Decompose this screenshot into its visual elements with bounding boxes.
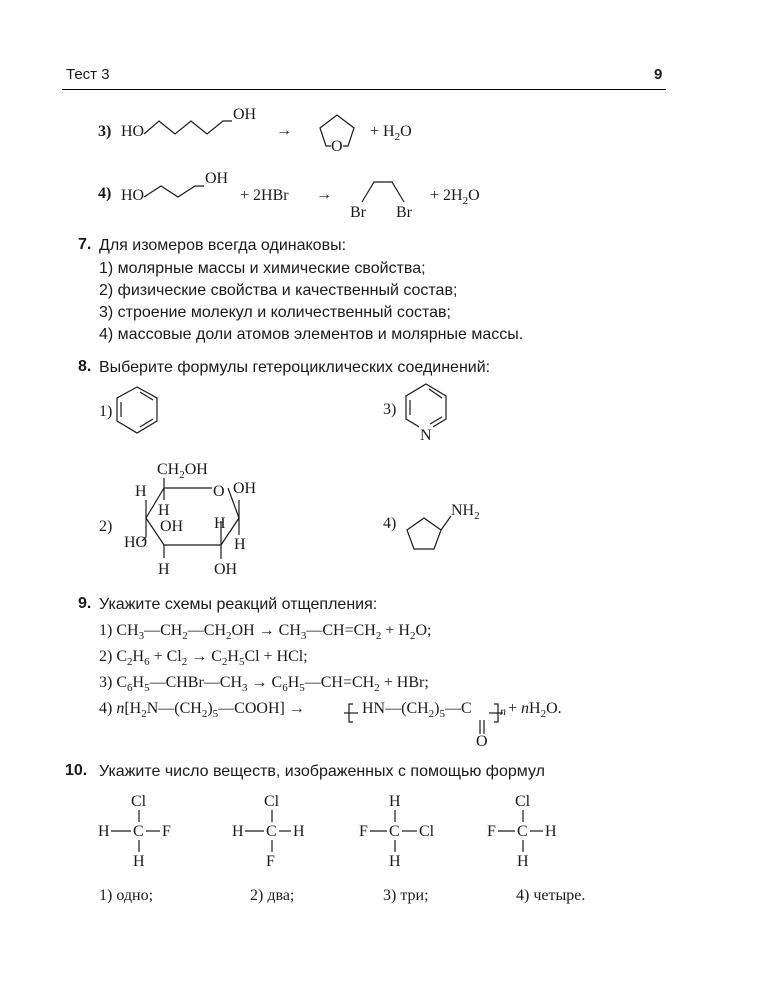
question-7-option-2: 2) физические свойства и качественный состав;	[99, 282, 458, 299]
question-8-number: 8.	[78, 358, 92, 375]
svg-text:H: H	[293, 823, 305, 840]
q9-reaction-2: 2) $C_2H_6 + Cl_2 \to C_2H_5Cl$ + HCl;	[99, 648, 308, 669]
glucose-oh3: OH	[214, 561, 238, 578]
glucose-ring-oxygen: O	[213, 483, 225, 500]
svg-text:H: H	[545, 823, 557, 840]
glucose-h5: H	[158, 561, 170, 578]
svg-text:H: H	[389, 853, 401, 870]
reaction-3-arrow: →	[276, 122, 292, 139]
q10-answer-4: 4) четыре.	[516, 887, 586, 904]
svg-text:F: F	[487, 823, 496, 840]
question-7-number: 7.	[78, 236, 92, 253]
q9-polymer-n: n	[500, 704, 506, 718]
formula-2	[232, 793, 305, 870]
formula-4	[487, 793, 557, 870]
svg-text:F: F	[266, 853, 275, 870]
q8-option-4-label: 4)	[383, 515, 397, 532]
svg-text:F: F	[162, 823, 171, 840]
thf-oxygen: O	[331, 138, 343, 155]
dibromo-br-right: Br	[396, 204, 412, 221]
question-10-number: 10.	[65, 762, 88, 779]
svg-text:C: C	[517, 823, 528, 840]
svg-text:Cl: Cl	[131, 793, 147, 810]
reaction-3-oh: OH	[233, 106, 257, 123]
glucose-h1: H	[135, 483, 147, 500]
reaction-3-number: 3)	[98, 123, 112, 140]
amine-group: $NH_2$	[451, 502, 480, 523]
reaction-4-reagent: + 2HBr	[240, 187, 289, 204]
reaction-4-number: 4)	[98, 185, 112, 202]
svg-text:Cl: Cl	[419, 823, 435, 840]
question-7-option-3: 3) строение молекул и количественный состав;	[99, 304, 451, 321]
svg-text:C: C	[266, 823, 277, 840]
glucose-h2: H	[158, 502, 170, 519]
q9-carbonyl-oxygen: O	[476, 733, 488, 750]
formula-3	[359, 793, 435, 870]
dibromo-br-left: Br	[350, 204, 366, 221]
reaction-4-water: + $2H_2O$	[430, 187, 480, 208]
q9-reaction-4-polymer: $HN—(CH_2)_5—C$	[362, 700, 472, 721]
glucose-h3: H	[214, 515, 226, 532]
page-number: 9	[654, 66, 663, 83]
reaction-4-oh: OH	[205, 170, 229, 187]
svg-text:F: F	[359, 823, 368, 840]
svg-text:H: H	[517, 853, 529, 870]
reaction-3-ho: HO	[121, 123, 145, 140]
question-7-option-1: 1) молярные массы и химические свойства;	[99, 260, 426, 277]
q8-option-1-label: 1)	[99, 403, 113, 420]
glucose-oh2: OH	[160, 518, 184, 535]
question-9-number: 9.	[78, 595, 92, 612]
glucose-ch2oh: $CH_2OH$	[157, 461, 208, 481]
q10-answer-1: 1) одно;	[99, 887, 154, 904]
q10-answer-2: 2) два;	[250, 887, 295, 904]
q9-reaction-1: 1) $CH_3—CH_2—CH_2OH$ → $CH_3—CH=CH_2 + H_2O$;	[99, 622, 432, 643]
reaction-3-water: + $H_2O$	[370, 123, 412, 144]
svg-text:H: H	[133, 853, 145, 870]
svg-text:C: C	[389, 823, 400, 840]
running-header: Тест 3	[66, 66, 110, 83]
question-9-text: Укажите схемы реакций отщепления:	[99, 596, 378, 613]
q10-answer-3: 3) три;	[383, 887, 429, 904]
glucose-ho: HO	[124, 534, 148, 551]
formula-1	[98, 793, 171, 870]
svg-text:H: H	[98, 823, 110, 840]
question-10-text: Укажите число веществ, изображенных с помощью формул	[99, 763, 545, 780]
svg-text:H: H	[389, 793, 401, 810]
svg-text:C: C	[133, 823, 144, 840]
q8-option-2-label: 2)	[99, 518, 113, 535]
svg-text:Cl: Cl	[515, 793, 531, 810]
q9-reaction-4-left: 4) $n[H_2N—(CH_2)_5—COOH]$ →	[99, 700, 305, 721]
svg-text:H: H	[232, 823, 244, 840]
glucose-oh1: OH	[233, 480, 257, 497]
pyridine-nitrogen: N	[420, 427, 432, 444]
reaction-4-ho: HO	[121, 187, 145, 204]
glucose-h4: H	[234, 536, 246, 553]
svg-text:Cl: Cl	[264, 793, 280, 810]
question-7-option-4: 4) массовые доли атомов элементов и молярные массы.	[99, 326, 524, 343]
question-8-text: Выберите формулы гетероциклических соединений:	[99, 359, 491, 376]
q8-option-3-label: 3)	[383, 401, 397, 418]
reaction-4-arrow: →	[316, 186, 332, 203]
q9-reaction-3: 3) $C_6H_5—CHBr—CH_3$ → $C_6H_5—CH=CH_2$ + HBr;	[99, 674, 429, 695]
q9-reaction-4-tail: + $nH_2O$.	[508, 700, 562, 721]
question-7-text: Для изомеров всегда одинаковы:	[99, 237, 347, 254]
